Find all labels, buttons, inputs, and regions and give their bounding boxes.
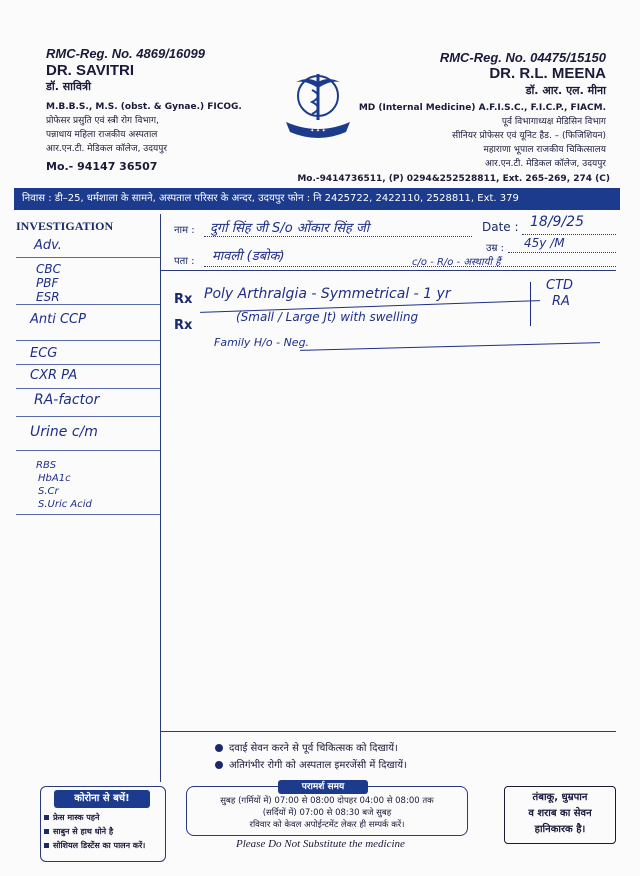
diagnosis-1: CTD (546, 278, 574, 293)
investigation-item: CXR PA (30, 368, 78, 383)
address-line (204, 266, 616, 267)
patient-co: c/o - R/o - अस्थायी हैं (412, 257, 501, 268)
right-contact: Mo.-9414736511, (P) 0294&252528811, Ext. 265-269, 274 (C) (297, 174, 610, 184)
right-degrees: MD (Internal Medicine) A.F.I.S.C., F.I.C.P., FIACM. (358, 103, 606, 113)
investigation-item: Adv. (34, 238, 62, 253)
date-label: Date : (482, 220, 519, 234)
left-college: आर.एन.टी. मेडिकल कॉलेज, उदयपुर (46, 144, 168, 154)
right-doctor-name-hindi: डॉ. आर. एल. मीना (525, 84, 606, 97)
right-line4: आर.एन.टी. मेडिकल कॉलेज, उदयपुर (484, 159, 606, 169)
divider (16, 388, 160, 389)
corona-item: सोशियल डिस्टेंस का पालन करें। (44, 839, 145, 853)
left-doctor-name: DR. SAVITRI (46, 62, 135, 79)
investigation-item: Anti CCP (30, 312, 86, 327)
caduceus-logo (282, 66, 354, 144)
investigation-item: ECG (30, 346, 58, 361)
corona-item: साबुन से हाथ धोने है (44, 825, 145, 839)
timing-line: रविवार को केवल अपोईन्टमेंट लेकर ही सम्पर्क करें। (249, 820, 405, 830)
investigation-item: HbA1c (38, 473, 71, 484)
bullet-icon (215, 761, 223, 769)
age-line (508, 252, 616, 253)
left-designation: प्रोफेसर प्रसुति एवं स्त्री रोग विभाग, (46, 116, 159, 126)
timing-line: सुबह (गर्मियों में) 07:00 से 08:00 दोपहर 04:00 से 08:00 तक (220, 796, 434, 806)
tobacco-line: हानिकारक है। (534, 824, 586, 835)
svg-text:✦ ✦ ✦: ✦ ✦ ✦ (310, 128, 326, 134)
bullet-icon (44, 829, 49, 834)
investigation-item: ESR (36, 290, 60, 304)
left-reg-no: RMC-Reg. No. 4869/16099 (46, 46, 205, 61)
no-substitute-note: Please Do Not Substitute the medicine (236, 838, 405, 850)
bullet-icon (44, 843, 49, 848)
rx-line-1: Poly Arthralgia - Symmetrical - 1 yr (204, 286, 451, 302)
left-mobile: Mo.- 94147 36507 (46, 160, 158, 173)
right-line3: महाराणा भूपाल राजकीय चिकित्सालय (483, 145, 606, 155)
investigation-item: Urine c/m (30, 424, 98, 440)
divider (16, 257, 160, 258)
left-degrees: M.B.B.S., M.S. (obst. & Gynae.) FICOG. (46, 102, 242, 112)
patient-address: मावली (डबोक) (212, 249, 285, 264)
timing-title: परामर्श समय (278, 780, 368, 794)
instruction-item: अतिगंभीर रोगी को अस्पताल इमरजेंसी में दिखायें। (215, 757, 407, 774)
right-reg-no: RMC-Reg. No. 04475/15150 (439, 50, 606, 65)
visit-date: 18/9/25 (530, 214, 584, 230)
bullet-icon (215, 744, 223, 752)
divider (16, 450, 160, 451)
timing-text (190, 795, 464, 831)
divider (16, 340, 160, 341)
name-label: नाम : (174, 225, 195, 236)
divider (16, 304, 160, 305)
right-doctor-name: DR. R.L. MEENA (489, 65, 606, 82)
left-doctor-name-hindi: डॉ. सावित्री (46, 80, 91, 93)
investigation-item: RA-factor (34, 392, 100, 408)
address-bar: निवास : डी–25, धर्मशाला के सामने, अस्पताल परिसर के अन्दर, उदयपुर फोन : नि 2425722, 2422110, 2528811, Ext. 379 (14, 188, 620, 210)
timing-line: (सर्दियों में) 07:00 से 08:30 बजे सुबह (262, 808, 392, 818)
age-label: उम्र : (486, 243, 505, 254)
bullet-icon (44, 815, 49, 820)
rx-symbol: Rx (174, 292, 193, 307)
right-line2: सीनियर प्रोफेसर एवं यूनिट हैड. – (फिजिशियन) (452, 131, 606, 141)
instruction-item: दवाई सेवन करने से पूर्व चिकित्सक को दिखायें। (215, 740, 407, 757)
tobacco-line: व शराब का सेवन (528, 808, 592, 819)
divider (16, 416, 160, 417)
investigation-item: S.Cr (38, 486, 59, 497)
column-divider (160, 214, 161, 782)
investigation-item: RBS (36, 460, 57, 471)
investigation-item: S.Uric Acid (38, 499, 92, 510)
tobacco-warning (504, 786, 616, 844)
name-line (204, 236, 472, 237)
left-hospital: पन्नाधाय महिला राजकीय अस्पताल (46, 130, 158, 140)
investigation-item: CBC (36, 262, 61, 276)
patient-name: दुर्गा सिंह जी S/o ओंकार सिंह जी (210, 221, 370, 236)
corona-item: फ्रेस मास्क पहने (44, 811, 145, 825)
footer-divider (160, 731, 616, 732)
rx-line-2: (Small / Large Jt) with swelling (236, 310, 419, 324)
corona-items (44, 811, 145, 853)
investigation-item: PBF (36, 276, 59, 290)
rx-underline-2 (300, 342, 600, 351)
rx-symbol-2: Rx (174, 318, 193, 333)
divider (16, 514, 160, 515)
divider (16, 364, 160, 365)
address-label: पता : (174, 256, 195, 267)
corona-title: कोरोना से बचें! (54, 790, 150, 808)
header-divider (160, 270, 616, 271)
rx-line-3: Family H/o - Neg. (214, 336, 310, 349)
instructions (215, 740, 407, 774)
patient-age: 45y /M (524, 236, 565, 250)
diagnosis-2: RA (552, 294, 570, 309)
investigation-title: INVESTIGATION (16, 219, 114, 233)
tobacco-line: तंबाकू, धुम्रपान (532, 792, 588, 803)
right-line1: पूर्व विभागाध्यक्ष मेडिसिन विभाग (501, 117, 606, 127)
date-line (522, 234, 616, 235)
rx-separator (530, 282, 531, 326)
